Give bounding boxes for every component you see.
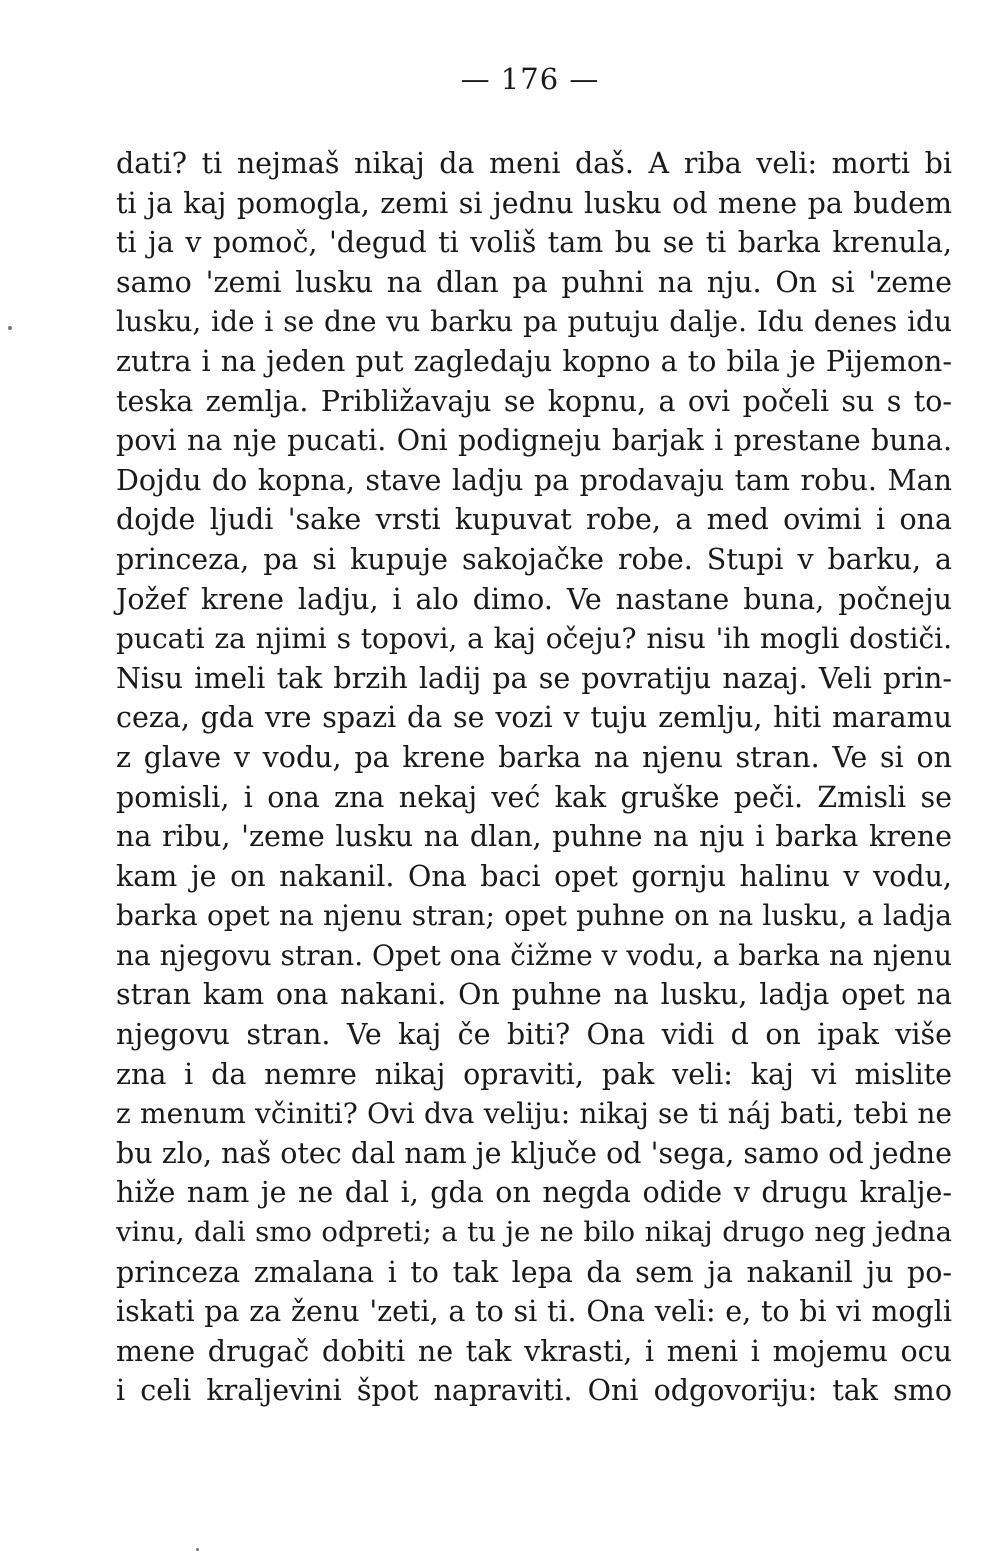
- text-line: barka opet na njenu stran; opet puhne on na lusku, a ladja: [116, 899, 952, 933]
- body-text: [116, 144, 952, 1411]
- text-line: ti ja v pomoč, 'degud ti voliš tam bu se ti barka krenula,: [116, 226, 952, 260]
- text-line: kam je on nakanil. Ona baci opet gornju halinu v vodu,: [116, 859, 952, 893]
- text-line: njegovu stran. Ve kaj če biti? Ona vidi d on ipak više: [116, 1018, 952, 1052]
- text-line: dati? ti nejmaš nikaj da meni daš. A riba veli: morti bi: [116, 147, 952, 180]
- text-line: zna i da nemre nikaj opraviti, pak veli: kaj vi mislite: [116, 1057, 952, 1091]
- text-line: iskati pa za ženu 'zeti, a to si ti. Ona veli: e, to bi vi mogli: [116, 1295, 952, 1329]
- text-line: i celi kraljevini špot napraviti. Oni odgovoriju: tak smo: [116, 1374, 952, 1408]
- text-line: hiže nam je ne dal i, gda on negda odide v drugu kralje-: [116, 1176, 952, 1210]
- text-line: ti ja kaj pomogla, zemi si jednu lusku od mene pa budem: [116, 186, 952, 220]
- text-line: bu zlo, naš otec dal nam je ključe od 'sega, samo od jedne: [116, 1136, 952, 1170]
- text-line: stran kam ona nakani. On puhne na lusku, ladja opet na: [116, 978, 952, 1012]
- text-line: na njegovu stran. Opet ona čižme v vodu, a barka na njenu: [116, 938, 952, 972]
- text-line: samo 'zemi lusku na dlan pa puhni na nju. On si 'zeme: [116, 265, 952, 299]
- stray-ink-mark: [8, 326, 12, 330]
- text-line: z menum včiniti? Ovi dva veliju: nikaj se ti náj bati, tebi ne: [116, 1097, 952, 1131]
- text-line: Dojdu do kopna, stave ladju pa prodavaju tam robu. Man: [116, 463, 952, 497]
- text-line: vinu, dali smo odpreti; a tu je ne bilo nikaj drugo neg jedna: [116, 1216, 952, 1249]
- text-line: Nisu imeli tak brzih ladij pa se povratiju nazaj. Veli prin-: [116, 661, 952, 695]
- text-line: zutra i na jeden put zagledaju kopno a to bila je Pijemon-: [116, 344, 952, 378]
- text-line: Jožef krene ladju, i alo dimo. Ve nastane buna, počneju: [116, 582, 952, 616]
- text-line: princeza zmalana i to tak lepa da sem ja nakanil ju po-: [116, 1255, 952, 1289]
- text-line: lusku, ide i se dne vu barku pa putuju dalje. Idu denes idu: [116, 305, 952, 339]
- text-line: povi na nje pucati. Oni podigneju barjak i prestane buna.: [116, 424, 952, 458]
- text-line: mene drugač dobiti ne tak vkrasti, i meni i mojemu ocu: [116, 1334, 952, 1368]
- text-line: pucati za njimi s topovi, a kaj očeju? nisu 'ih mogli dostiči.: [116, 622, 952, 656]
- page-number: — 176 —: [460, 62, 600, 96]
- text-line: na ribu, 'zeme lusku na dlan, puhne na nju i barka krene: [116, 820, 952, 854]
- stray-ink-mark: [196, 1548, 199, 1551]
- text-line: pomisli, i ona zna nekaj već kak gruške peči. Zmisli se: [116, 780, 952, 814]
- text-line: dojde ljudi 'sake vrsti kupuvat robe, a med ovimi i ona: [116, 503, 952, 537]
- text-line: princeza, pa si kupuje sakojačke robe. Stupi v barku, a: [116, 542, 952, 576]
- text-line: z glave v vodu, pa krene barka na njenu stran. Ve si on: [116, 740, 952, 774]
- text-line: teska zemlja. Približavaju se kopnu, a ovi počeli su s to-: [116, 384, 952, 418]
- text-line: ceza, gda vre spazi da se vozi v tuju zemlju, hiti maramu: [116, 701, 952, 735]
